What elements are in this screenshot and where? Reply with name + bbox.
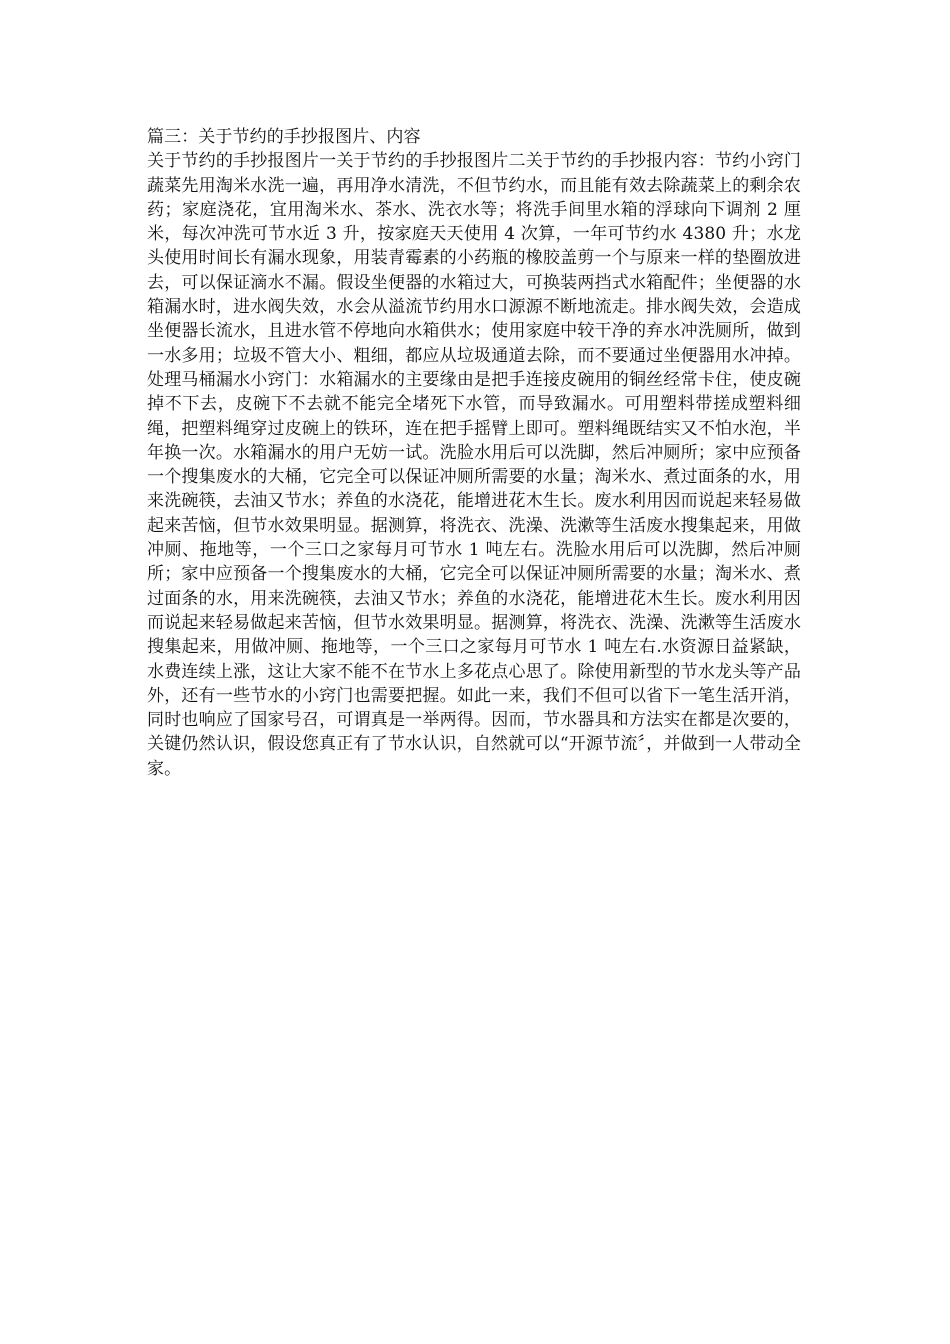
body-paragraph: 关于节约的手抄报图片一关于节约的手抄报图片二关于节约的手抄报内容：节约小窍门蔬菜先用淘米水洗一遍，再用净水清洗，不但节约水，而且能有效去除蔬菜上的剩余农药；家庭浇花，宜用淘米水、茶水、洗衣水等；将洗手间里水箱的浮球向下调剂 2 厘米，每次冲洗可节水近 3 升，按家庭天天使用 4 次算，一年可节约水 4380 升；水龙头使用时间长有漏水现象，用装青霉素的小药瓶的橡胶盖剪一个与原来一样的垫圈放进去，可以保证滴水不漏。假设坐便器的水箱过大，可换装两挡式水箱配件；坐便器的水箱漏水时，进水阀失效，水会从溢流节约用水口源源不断地流走。排水阀失效，会造成坐便器长流水，且进水管不停地向水箱供水；使用家庭中较干净的弃水冲洗厕所，做到一水多用；垃圾不管大小、粗细，都应从垃圾通道去除，而不要通过坐便器用水冲掉。处理马桶漏水小窍门：水箱漏水的主要缘由是把手连接皮碗用的铜丝经常卡住，使皮碗掉不下去，皮碗下不去就不能完全堵死下水管，而导致漏水。可用塑料带搓成塑料细绳，把塑料绳穿过皮碗上的铁环，连在把手摇臂上即可。塑料绳既结实又不怕水泡，半年换一次。水箱漏水的用户无妨一试。洗脸水用后可以洗脚，然后冲厕所；家中应预备一个搜集废水的大桶，它完全可以保证冲厕所需要的水量；淘米水、煮过面条的水，用来洗碗筷，去油又节水；养鱼的水浇花，能增进花木生长。废水利用因而说起来轻易做起来苦恼，但节水效果明显。据测算，将洗衣、洗澡、洗漱等生活废水搜集起来，用做冲厕、拖地等，一个三口之家每月可节水 1 吨左右。洗脸水用后可以洗脚，然后冲厕所；家中应预备一个搜集废水的大桶，它完全可以保证冲厕所需要的水量；淘米水、煮过面条的水，用来洗碗筷，去油又节水；养鱼的水浇花，能增进花木生长。废水利用因而说起来轻易做起来苦恼，但节水效果明显。据测算，将洗衣、洗澡、洗漱等生活废水搜集起来，用做冲厕、拖地等，一个三口之家每月可节水 1 吨左右.水资源日益紧缺，水费连续上涨，这让大家不能不在节水上多花点心思了。除使用新型的节水龙头等产品外，还有一些节水的小窍门也需要把握。如此一来，我们不但可以省下一笔生活开消，同时也响应了国家号召，可谓真是一举两得。因而，节水器具和方法实在都是次要的，关键仍然认识，假设您真正有了节水认识，自然就可以“开源节流〞，并做到一人带动全家。: [147, 151, 801, 779]
section-heading: 篇三：关于节约的手抄报图片、内容: [147, 127, 421, 147]
document-content: [147, 125, 801, 781]
